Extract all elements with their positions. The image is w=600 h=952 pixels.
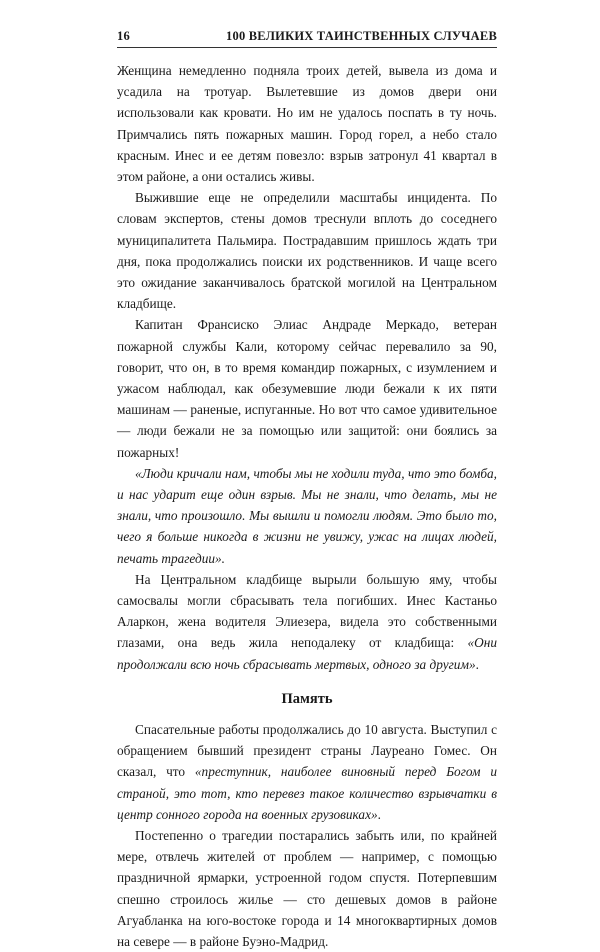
paragraph-6-quote: «преступник, наиболее виновный перед Богом и страной, это тот, кто перевез такое количество взрывчатки в центр сонного города на военных грузовиках» [117, 764, 497, 822]
header-rule [117, 47, 497, 48]
paragraph-5-end: . [475, 656, 479, 672]
paragraph-5-quote: «Они продолжали всю ночь сбрасывать мертвых, одного за другим» [117, 635, 497, 672]
paragraph-6-text: Спасательные работы продолжались до 10 августа. Выступил с обращением бывший президент страны Лауреано Гомес. Он сказал, что [117, 721, 497, 780]
page-number: 16 [117, 29, 130, 43]
paragraph-5 [117, 569, 497, 675]
paragraph-quote: «Люди кричали нам, чтобы мы не ходили туда, что это бомба, и нас ударит еще один взрыв. Мы не знали, что делать, мы не знали, что произошло. Мы вышли и помогли людям. Это было то, чего я больше никогда в жизни не увижу, ужас на лицах людей, печать трагедии». [117, 465, 497, 566]
paragraph-5-text: На Центральном кладбище вырыли большую яму, чтобы самосвалы могли сбрасывать тела погибших. Инес Кастаньо Аларкон, жена водителя Элиезера, видела это собственными глазами, она ведь жила неподалеку от кладбища: [117, 571, 497, 651]
paragraph-2: Выжившие еще не определили масштабы инцидента. По словам экспертов, стены домов треснули вплоть до соседнего муниципалитета Пальмира. Пострадавшим пришлось ждать три дня, пока продолжались поиски их родственников. И чаще всего это ожидание заканчивалось братской могилой на Центральном кладбище. [117, 190, 497, 312]
running-header [117, 29, 497, 49]
paragraph-1: Женщина немедленно подняла троих детей, вывела из дома и усадила на тротуар. Вылетевшие из домов двери они использовали как кровати. Но им не удалось поспать в ту ночь. Примчались пять пожарных машин. Город горел, а небо стало красным. Инес и ее детям повезло: взрыв затронул 41 квартал в этом районе, а они остались живы. [117, 63, 497, 185]
paragraph-6-end: . [377, 806, 381, 822]
book-title: 100 ВЕЛИКИХ ТАИНСТВЕННЫХ СЛУЧАЕВ [226, 29, 497, 43]
paragraph-7: Постепенно о трагедии постарались забыть или, по крайней мере, отвлечь жителей от проблем — например, с помощью праздничной ярмарки, устроенной годом спустя. Потерпевшим спешно строилось жилье — сто дешевых домов в районе Агуабланка на юго-востоке города и 14 многоквартирных домов на севере — в районе Буэно-Мадрид. [117, 827, 497, 949]
body-text [117, 60, 497, 952]
paragraph-6 [117, 719, 497, 825]
section-heading: Память [281, 690, 333, 707]
paragraph-3: Капитан Франсиско Элиас Андраде Меркадо, ветеран пожарной службы Кали, которому сейчас перевалило за 90, говорит, что он, в то время командир пожарных, с изумлением и ужасом наблюдал, как обезумевшие люди бежали к их пяти машинам — раненые, испуганные. Но вот что самое удивительное — люди бежали не за помощью или защитой: они боялись за пожарных! [117, 317, 497, 460]
